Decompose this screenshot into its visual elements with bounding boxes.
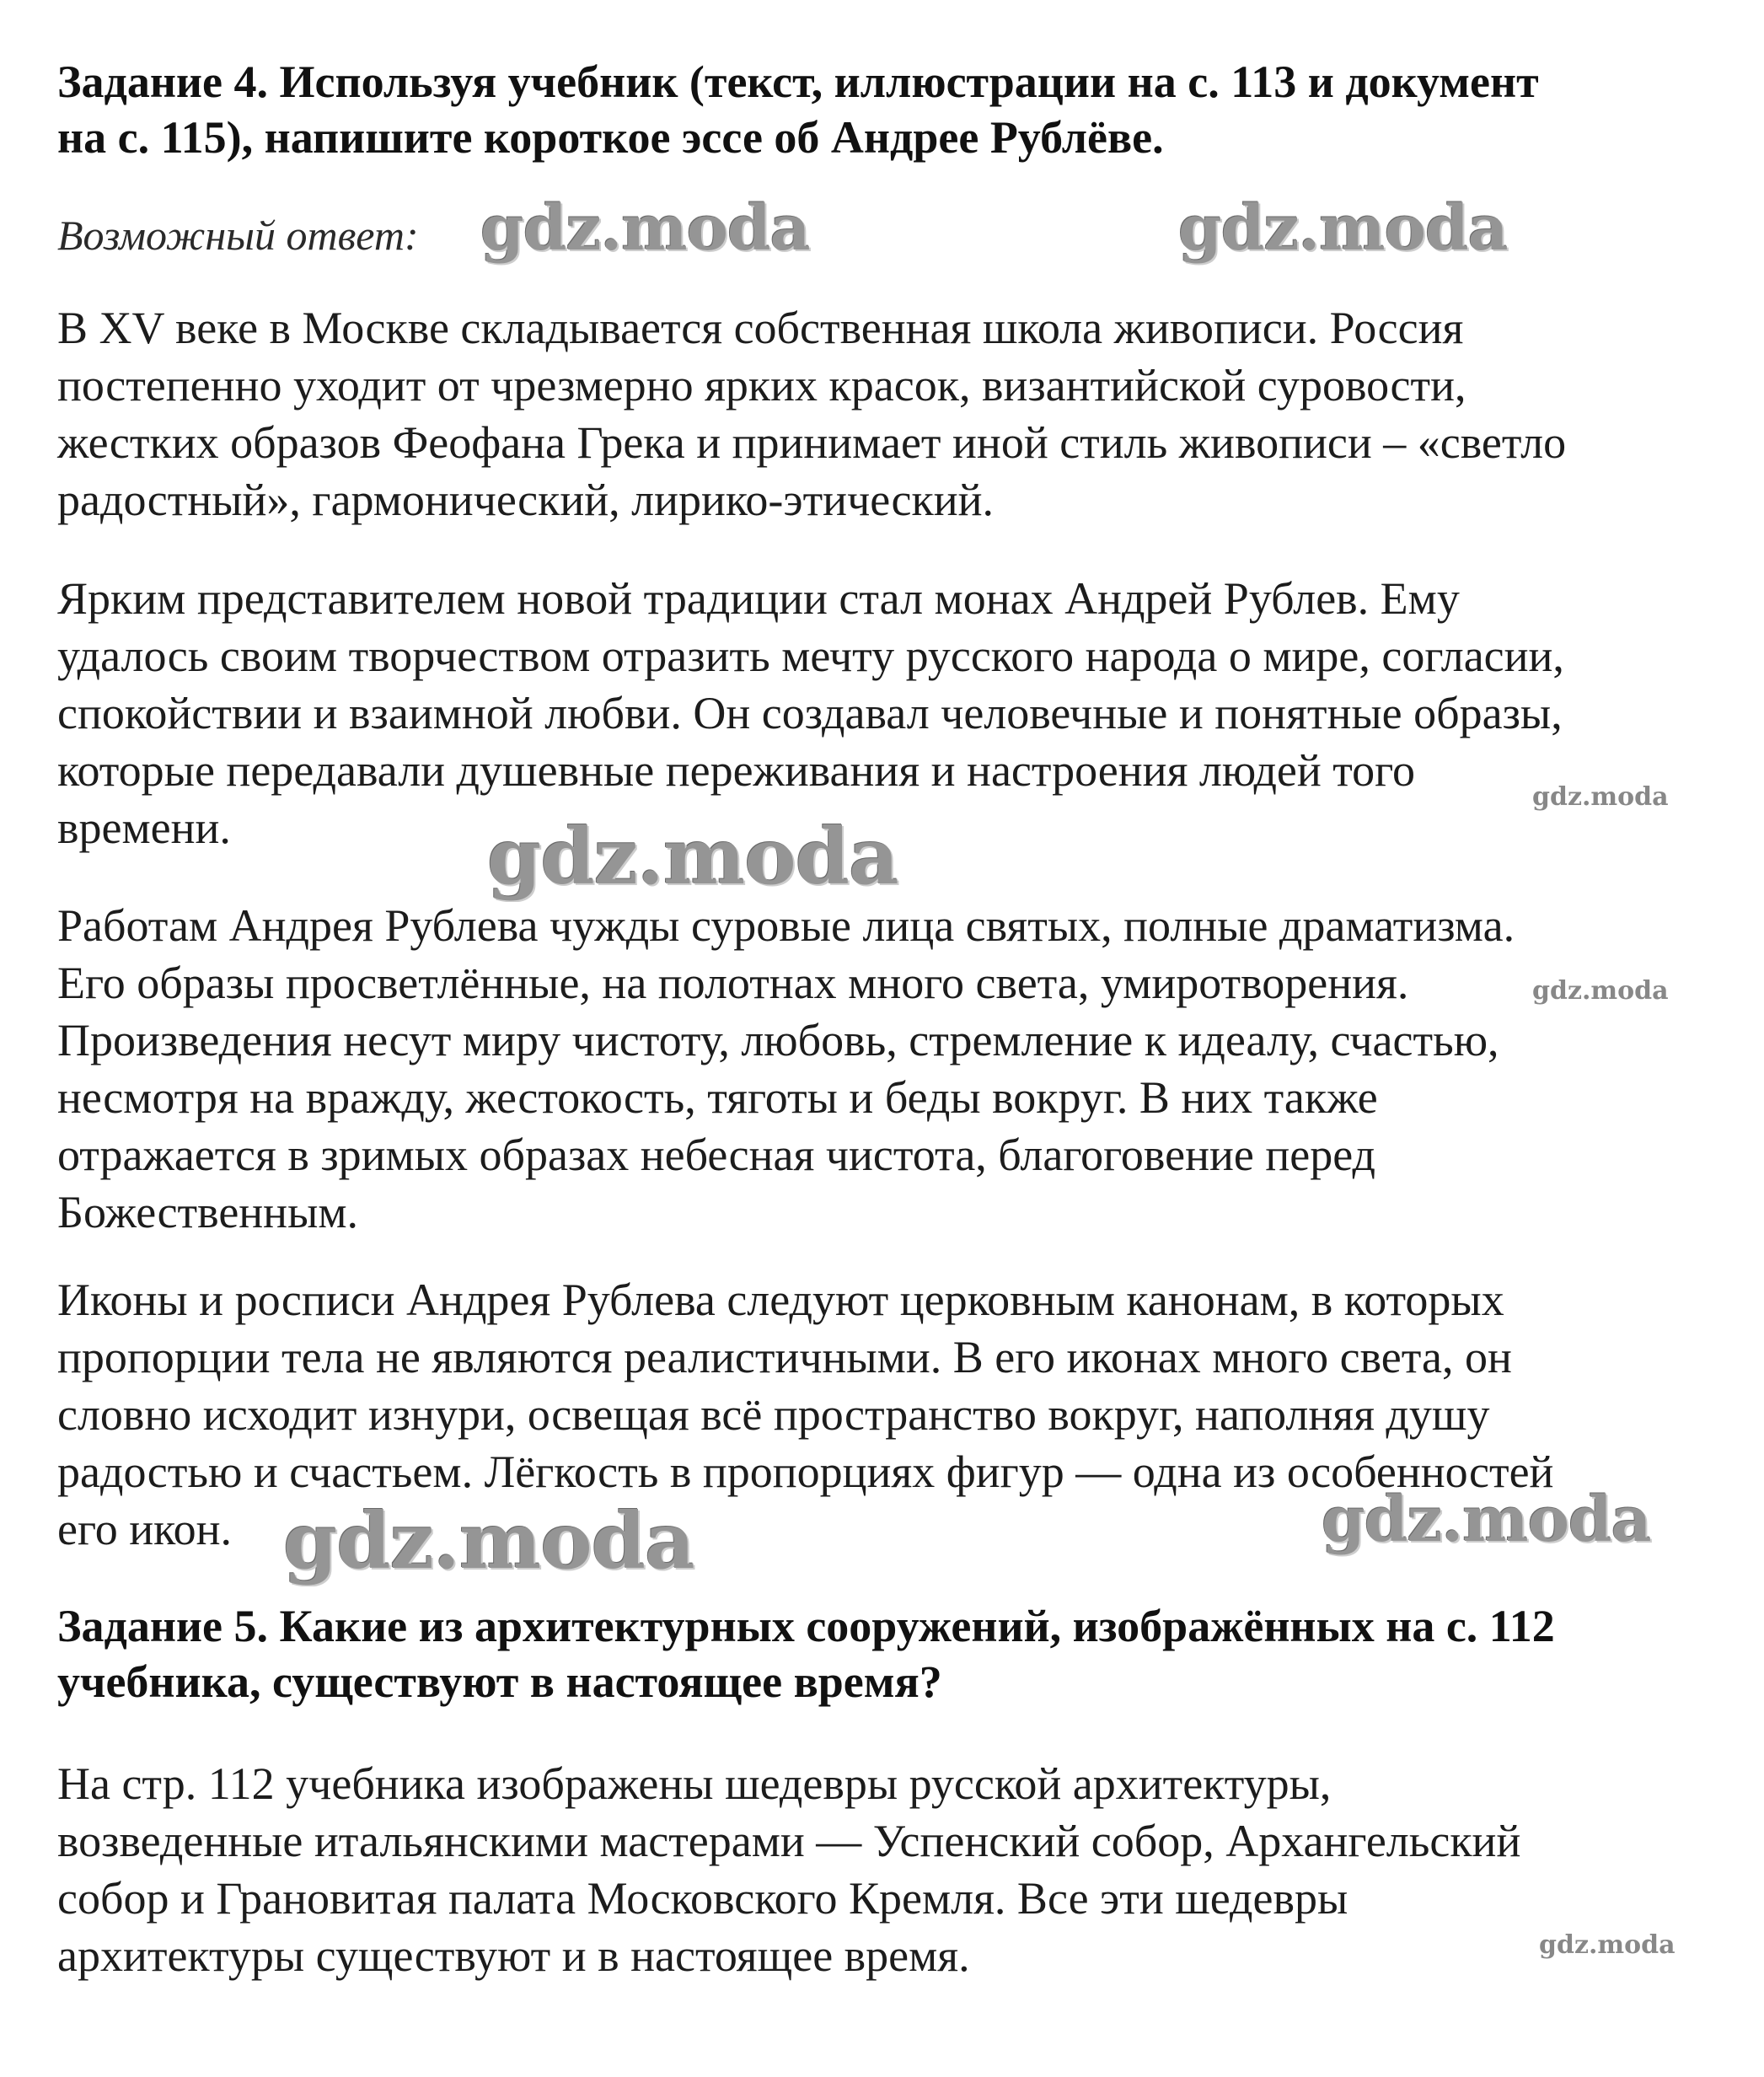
task-5-heading [57,1598,1709,1709]
watermark-small: gdz.moda [1532,976,1669,1006]
paragraph-line: отражается в зримых образах небесная чистота, благоговение перед [57,1130,1375,1180]
paragraph-line: Ярким представителем новой традиции стал монах Андрей Рублев. Ему [57,573,1460,624]
paragraph-line: Работам Андрея Рублева чужды суровые лица святых, полные драматизма. [57,900,1515,951]
task-4-line: на с. 115), напишите короткое эссе об Андрее Рублёве. [57,112,1164,163]
paragraph-line: Иконы и росписи Андрея Рублева следуют церковным канонам, в которых [57,1275,1504,1325]
paragraph-line: архитектуры существуют и в настоящее время. [57,1930,970,1981]
paragraph-5 [57,1755,1709,1984]
paragraph-line: Его образы просветлённые, на полотнах много света, умиротворения. [57,958,1409,1008]
paragraph-line: спокойствии и взаимной любви. Он создавал человечные и понятные образы, [57,688,1563,738]
paragraph-line: Произведения несут миру чистоту, любовь, стремление к идеалу, счастью, [57,1015,1499,1065]
watermark: gdz.moda [480,192,810,265]
watermark: gdz.moda [1178,192,1508,265]
paragraph-line: В XV веке в Москве складывается собственная школа живописи. Россия [57,303,1464,353]
watermark-small: gdz.moda [1532,782,1669,812]
paragraph-line: На стр. 112 учебника изображены шедевры русской архитектуры, [57,1758,1332,1809]
paragraph-line: жестких образов Феофана Грека и принимает иной стиль живописи – «светло [57,417,1567,468]
task-4-line: Задание 4. Используя учебник (текст, иллюстрации на с. 113 и документ [57,56,1539,107]
watermark: gdz.moda [1322,1484,1651,1556]
paragraph-line: радостью и счастьем. Лёгкость в пропорциях фигур — одна из особенностей [57,1446,1554,1497]
task-4-heading [57,54,1709,165]
paragraph-line: пропорции тела не являются реалистичными. В его иконах много света, он [57,1332,1512,1382]
paragraph-line: удалось своим творчеством отразить мечту русского народа о мире, согласии, [57,631,1564,681]
paragraph-line: возведенные итальянскими мастерами — Успенский собор, Архангельский [57,1816,1521,1866]
paragraph-line: которые передавали душевные переживания и настроения людей того [57,745,1415,796]
paragraph-line: несмотря на вражду, жестокость, тяготы и беды вокруг. В них также [57,1072,1378,1123]
paragraph-line: собор и Грановитая палата Московского Кремля. Все эти шедевры [57,1873,1348,1924]
paragraph-line: постепенно уходит от чрезмерно ярких красок, византийской суровости, [57,360,1466,411]
task-5-line: учебника, существуют в настоящее время? [57,1656,942,1707]
paragraph-line: словно исходит изнури, освещая всё пространство вокруг, наполняя душу [57,1389,1490,1440]
watermark-small: gdz.moda [1539,1930,1676,1960]
task-5-line: Задание 5. Какие из архитектурных сооружений, изображённых на с. 112 [57,1601,1555,1651]
watermark: gdz.moda [283,1495,694,1586]
watermark: gdz.moda [487,811,898,902]
paragraph-line: времени. [57,802,231,853]
paragraph-1 [57,299,1709,529]
answer-label: Возможный ответ: [57,212,419,259]
paragraph-line: его икон. [57,1504,233,1554]
paragraph-line: радостный», гармонический, лирико-этический. [57,475,995,525]
paragraph-3 [57,897,1709,1241]
paragraph-line: Божественным. [57,1187,359,1237]
